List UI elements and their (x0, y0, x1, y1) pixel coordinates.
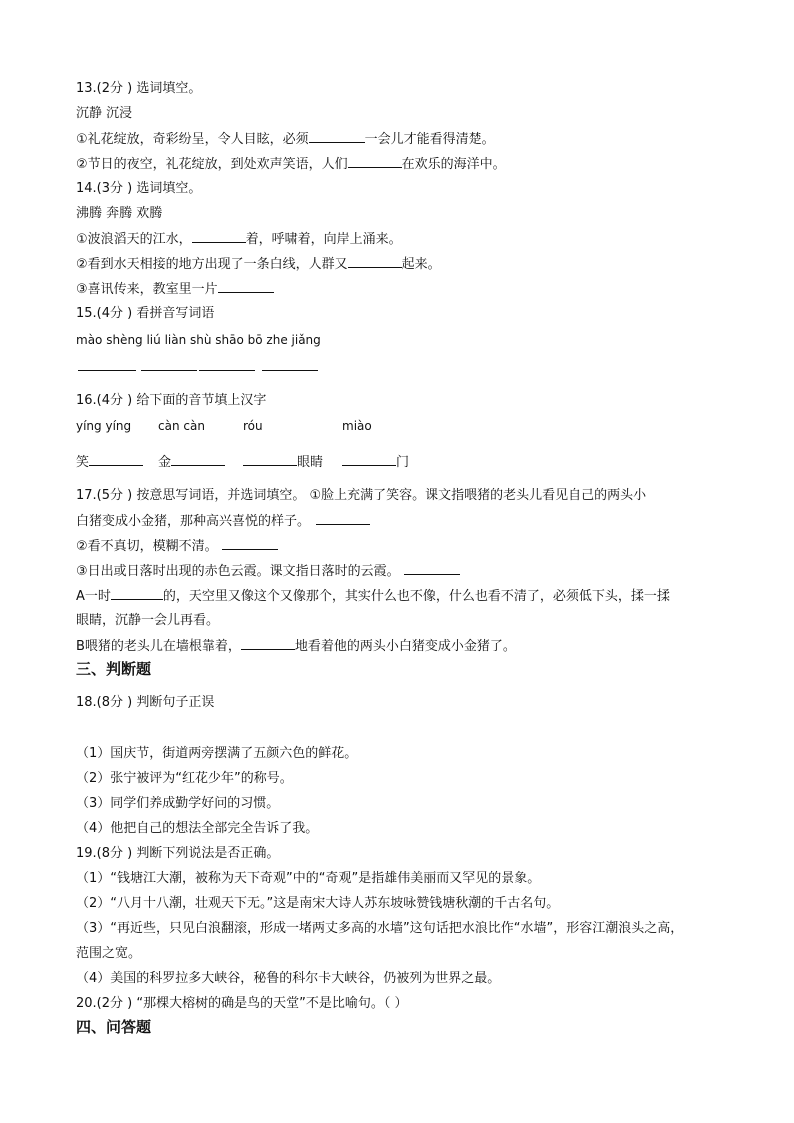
text: 一会儿才能看得清楚。 (364, 132, 495, 147)
text: ②节日的夜空，礼花绽放，到处欢声笑语，人们 (76, 157, 348, 172)
q13-sentence-2 (76, 155, 506, 174)
q19-item-1: （1）“钱塘江大潮，被称为天下奇观”中的“奇观”是指雄伟美丽而又罕见的景象。 (76, 871, 541, 886)
answer-blank[interactable] (192, 230, 246, 243)
text: 地看着他的两头小白猪变成小金猪了。 (294, 639, 516, 654)
q14-heading: 14.(3分 ) 选词填空。 (76, 181, 202, 196)
q15-blank-2[interactable] (141, 370, 197, 371)
q14-sentence-2 (76, 255, 441, 274)
q16-item-2 (158, 453, 225, 472)
answer-blank[interactable] (309, 130, 365, 143)
q16-item-1 (76, 453, 143, 472)
q17-meaning-1-cont (76, 512, 370, 531)
q15-blank-1[interactable] (78, 370, 136, 371)
q19-heading: 19.(8分 ) 判断下列说法是否正确。 (76, 846, 280, 861)
text: 白猪变成小金猪，那种高兴喜悦的样子。 (76, 514, 311, 529)
answer-blank[interactable] (342, 453, 396, 466)
q15-blank-3[interactable] (199, 370, 255, 371)
answer-blank[interactable] (348, 255, 402, 268)
text: 起来。 (401, 257, 441, 272)
answer-blank[interactable] (111, 587, 163, 600)
q18-item-2: （2）张宁被评为“红花少年”的称号。 (76, 771, 293, 786)
q17-fill-b (76, 637, 516, 656)
q16-pinyin-3: róu (243, 419, 263, 433)
q17-meaning-3 (76, 562, 460, 581)
answer-blank[interactable] (243, 453, 297, 466)
q19-item-3: （3）“再近些，只见白浪翻滚，形成一堵两丈多高的水墙”这句话把水浪比作“水墙”，形容江潮浪头之高， (76, 921, 684, 936)
text: ②看到水天相接的地方出现了一条白线，人群又 (76, 257, 348, 272)
answer-blank[interactable] (171, 453, 225, 466)
answer-blank[interactable] (241, 637, 295, 650)
q18-item-4: （4）他把自己的想法全部完全告诉了我。 (76, 821, 319, 836)
q13-heading: 13.(2分 ) 选词填空。 (76, 81, 202, 96)
q13-word-options: 沉静 沉浸 (76, 106, 133, 121)
text: 门 (396, 455, 410, 470)
q17-fill-a (76, 587, 670, 606)
answer-blank[interactable] (89, 453, 143, 466)
text: 笑 (76, 455, 90, 470)
q14-sentence-3 (76, 280, 274, 299)
text: 的，天空里又像这个又像那个，其实什么也不像，什么也看不清了，必须低下头，揉一揉 (162, 589, 670, 604)
q16-item-3 (243, 453, 323, 472)
text: ③日出或日落时出现的赤色云霞。课文指日落时的云霞。 (76, 564, 400, 579)
q14-sentence-1 (76, 230, 402, 249)
text: ①波浪滔天的江水， (76, 232, 192, 247)
q15-pinyin: mào shèng liú liàn shù shāo bō zhe jiǎng (76, 333, 321, 347)
q18-item-3: （3）同学们养成勤学好问的习惯。 (76, 796, 280, 811)
answer-blank[interactable] (222, 537, 278, 550)
q15-blank-4[interactable] (262, 370, 318, 371)
q17-fill-a-cont: 眼睛，沉静一会儿再看。 (76, 613, 220, 628)
q17-meaning-2 (76, 537, 278, 556)
q17-heading: 17.(5分 ) 按意思写词语，并选词填空。 ①脸上充满了笑容。课文指喂猪的老头儿看见自己的两头小 (76, 488, 647, 503)
q14-word-options: 沸腾 奔腾 欢腾 (76, 206, 163, 221)
text: 眼睛 (297, 455, 324, 470)
q16-pinyin-4: miào (342, 419, 372, 433)
text: 在欢乐的海洋中。 (401, 157, 506, 172)
q19-item-3-cont: 范围之宽。 (76, 946, 142, 961)
answer-blank[interactable] (404, 562, 460, 575)
q18-heading: 18.(8分 ) 判断句子正误 (76, 695, 215, 710)
q16-pinyin-1: yíng yíng (76, 419, 132, 433)
text: A一时 (76, 589, 111, 604)
text: ③喜讯传来，教室里一片 (76, 282, 218, 297)
q20-heading: 20.(2分 ) “那棵大榕树的确是鸟的天堂”不是比喻句。（ ） (76, 996, 408, 1011)
q16-item-4 (342, 453, 409, 472)
q16-heading: 16.(4分 ) 给下面的音节填上汉字 (76, 393, 267, 408)
q16-pinyin-2: càn càn (158, 419, 205, 433)
q18-item-1: （1）国庆节，街道两旁摆满了五颜六色的鲜花。 (76, 746, 358, 761)
q19-item-2: （2）“八月十八潮，壮观天下无。”这是南宋大诗人苏东坡咏赞钱塘秋潮的千古名句。 (76, 896, 560, 911)
q15-heading: 15.(4分 ) 看拼音写词语 (76, 306, 215, 321)
section-4-title: 四、问答题 (76, 1018, 152, 1036)
q13-sentence-1 (76, 130, 495, 149)
text: ②看不真切，模糊不清。 (76, 539, 218, 554)
answer-blank[interactable] (316, 512, 370, 525)
answer-blank[interactable] (348, 155, 402, 168)
text: ①礼花绽放，奇彩纷呈，令人目眩，必须 (76, 132, 309, 147)
text: 金 (158, 455, 172, 470)
text: 着，呼啸着，向岸上涌来。 (245, 232, 402, 247)
q19-item-4: （4）美国的科罗拉多大峡谷，秘鲁的科尔卡大峡谷，仍被列为世界之最。 (76, 971, 501, 986)
section-3-title: 三、判断题 (76, 660, 152, 678)
text: B喂猪的老头儿在墙根靠着， (76, 639, 241, 654)
answer-blank[interactable] (218, 280, 274, 293)
